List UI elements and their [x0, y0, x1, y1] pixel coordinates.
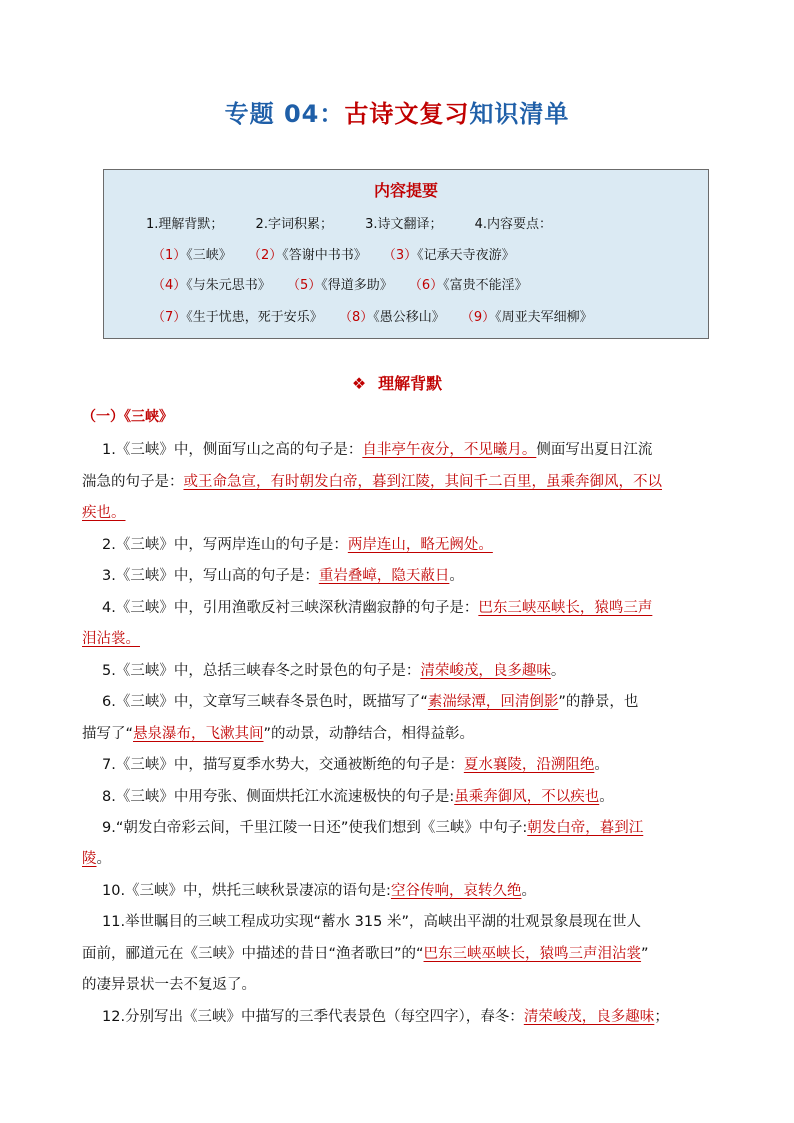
- category-item: 2.字词积累；: [255, 217, 333, 232]
- question-line: 4.《三峡》中，引用渔歌反衬三峡深秋清幽寂静的句子是：巴东三峡巫峡长，猿鸣三声: [102, 600, 653, 616]
- summary-texts-row: [152, 274, 540, 293]
- category-item: 1.理解背默；: [146, 217, 224, 232]
- text-item: （2）《答谢中书书》: [247, 248, 367, 263]
- answer: 泪沾裳。: [82, 631, 140, 647]
- text-item: （7）《生于忧患，死于安乐》: [152, 310, 323, 325]
- subsection-heading: （一）《三峡》: [82, 409, 173, 425]
- answer: 悬泉瀑布，飞漱其间: [133, 726, 264, 742]
- section-title: 理解背默: [378, 374, 443, 393]
- answer: 空谷传响，哀转久绝: [390, 883, 522, 899]
- answer: 巴东三峡巫峡长，猿鸣三声: [478, 600, 653, 616]
- text-item: （4）《与朱元思书》: [152, 278, 271, 293]
- summary-heading: 内容提要: [373, 181, 438, 200]
- text-item: （9）《周亚夫军细柳》: [460, 310, 593, 325]
- content-summary-box: [103, 169, 709, 339]
- answer: 自非亭午夜分，不见曦月。: [362, 442, 537, 458]
- question-line: 6.《三峡》中，文章写三峡春冬景色时，既描写了“素湍绿潭，回清倒影”的静景，也: [102, 694, 639, 710]
- question-line: 8.《三峡》中用夸张、侧面烘托江水流速极快的句子是:虽乘奔御风，不以疾也。: [102, 789, 614, 805]
- page-title: [0, 94, 794, 129]
- title-prefix: 专题 04：: [224, 100, 345, 128]
- text-item: （3）《记承天寺夜游》: [382, 248, 515, 263]
- answer: 两岸连山，略无阙处。: [347, 537, 493, 553]
- question-line: 3.《三峡》中，写山高的句子是：重岩叠嶂，隐天蔽日。: [102, 568, 464, 584]
- question-line: 描写了“悬泉瀑布，飞漱其间”的动景，动静结合，相得益彰。: [82, 726, 475, 742]
- answer: 疾也。: [82, 505, 126, 521]
- question-line: 2.《三峡》中，写两岸连山的句子是：两岸连山，略无阙处。: [102, 537, 493, 553]
- category-item: 3.诗文翻译；: [365, 217, 443, 232]
- diamond-icon: ❖: [351, 374, 367, 393]
- answer: 陵: [82, 851, 97, 867]
- question-line: 9.“朝发白帝彩云间，千里江陵一日还”使我们想到《三峡》中句子:朝发白帝，暮到江: [102, 820, 644, 836]
- answer: 清荣峻茂，良多趣味: [523, 1009, 655, 1025]
- answer: 夏水襄陵，沿溯阻绝: [463, 757, 595, 773]
- question-line: 面前，郦道元在《三峡》中描述的昔日“渔者歌曰”的“巴东三峡巫峡长，猿鸣三声泪沾裳”: [82, 946, 649, 962]
- text-item: （1）《三峡》: [152, 248, 232, 263]
- question-line: 12.分别写出《三峡》中描写的三季代表景色（每空四字），春冬：清荣峻茂，良多趣味；: [102, 1009, 669, 1025]
- section-heading: [0, 371, 794, 394]
- summary-texts-row: [152, 244, 527, 263]
- summary-categories: [146, 213, 580, 232]
- title-suffix: 知识清单: [469, 100, 570, 128]
- question-line: 10.《三峡》中，烘托三峡秋景凄凉的语句是:空谷传响，哀转久绝。: [102, 883, 536, 899]
- category-item: 4.内容要点：: [474, 217, 553, 232]
- question-line: [82, 501, 722, 522]
- question-line: 的凄异景状一去不复返了。: [82, 977, 256, 993]
- answer: 或王命急宣，有时朝发白帝，暮到江陵，其间千二百里，虽乘奔御风，不以: [183, 474, 662, 490]
- question-line: [82, 627, 722, 648]
- answer: 清荣峻茂，良多趣味: [420, 663, 551, 679]
- answer: 素湍绿潭，回清倒影: [427, 694, 559, 710]
- text-item: （8）《愚公移山》: [338, 310, 445, 325]
- question-line: 陵。: [82, 851, 111, 867]
- question-line: 湍急的句子是：或王命急宣，有时朝发白帝，暮到江陵，其间千二百里，虽乘奔御风，不以: [82, 474, 662, 490]
- title-topic: 古诗文复习: [344, 100, 470, 128]
- question-line: 5.《三峡》中，总括三峡春冬之时景色的句子是：清荣峻茂，良多趣味。: [102, 663, 566, 679]
- question-line: 11.举世瞩目的三峡工程成功实现“蓄水 315 米”，高峡出平湖的壮观景象晨现在世人: [102, 914, 641, 930]
- text-item: （5）《得道多助》: [286, 278, 393, 293]
- answer: 虽乘奔御风，不以疾也: [454, 789, 600, 805]
- question-line: 1.《三峡》中，侧面写山之高的句子是：自非亭午夜分，不见曦月。侧面写出夏日江流: [102, 442, 653, 458]
- summary-texts-row: [152, 306, 605, 325]
- text-item: （6）《富贵不能淫》: [408, 278, 528, 293]
- question-line: 7.《三峡》中，描写夏季水势大，交通被断绝的句子是：夏水襄陵，沿溯阻绝。: [102, 757, 609, 773]
- answer: 重岩叠嶂，隐天蔽日: [318, 568, 450, 584]
- answer: 朝发白帝，暮到江: [527, 820, 644, 836]
- answer: 巴东三峡巫峡长，猿鸣三声泪沾裳: [423, 946, 642, 962]
